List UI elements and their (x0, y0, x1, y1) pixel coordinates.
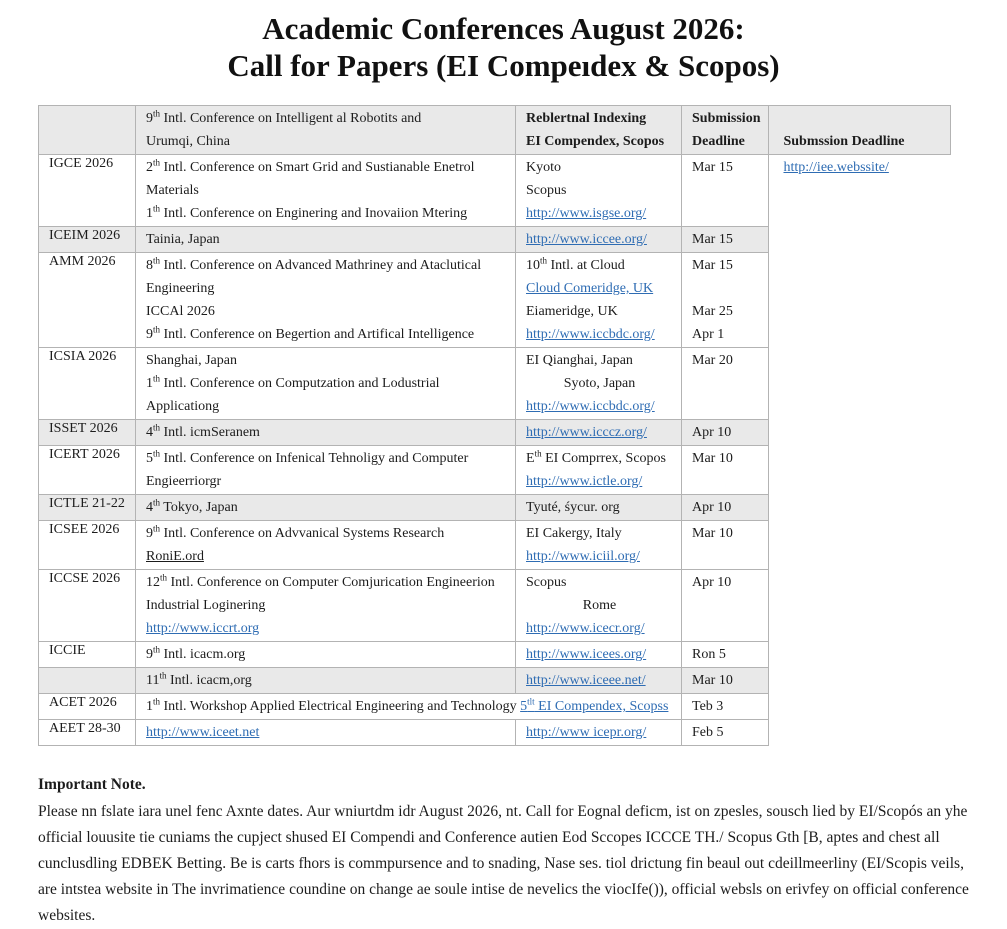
text: 8 (146, 258, 153, 273)
cell-conference-name (136, 420, 516, 446)
cell-line (526, 721, 673, 744)
cell-conference-id: AEET 28-30 (39, 720, 136, 746)
cell-conference-name (136, 348, 516, 420)
link[interactable]: http://www icepr.org/ (526, 725, 647, 740)
cell-line (526, 594, 673, 617)
cell-indexing (516, 495, 682, 521)
table-row (39, 642, 951, 668)
text: Materials (146, 183, 199, 198)
link[interactable]: Cloud Comeridge, UK (526, 281, 654, 296)
important-note-heading: Important Note. (38, 776, 146, 793)
cell-extra-deadline (769, 106, 951, 155)
text: Intl. Workshop Applied Electrical Engineering and Technology (160, 699, 521, 714)
text: Submssion Deadline (783, 134, 905, 149)
text: th (153, 448, 161, 459)
text: Scopus (526, 183, 567, 198)
text: ICCAl 2026 (146, 304, 215, 319)
cell-line (526, 643, 673, 666)
cell-line (692, 522, 760, 545)
cell-line (692, 643, 760, 666)
text: Mar 10 (692, 673, 733, 688)
cell-line (146, 421, 507, 444)
cell-line (146, 323, 507, 346)
cell-deadline (682, 570, 769, 642)
link[interactable]: http://www.iceet.net (146, 725, 260, 740)
link[interactable]: http://www.iccee.org/ (526, 232, 647, 247)
cell-line (692, 323, 760, 346)
table-row (39, 446, 951, 495)
text: th (153, 644, 161, 655)
cell-deadline (682, 720, 769, 746)
link[interactable]: http://www.iceee.net/ (526, 673, 646, 688)
text: Intl. Conference on Intelligent al Robotits and (160, 111, 422, 126)
cell-indexing (516, 348, 682, 420)
cell-line (146, 594, 507, 617)
cell-conference-name (136, 227, 516, 253)
cell-line (692, 228, 760, 251)
cell-line (526, 571, 673, 594)
cell-line (146, 372, 507, 395)
cell-conference-name (136, 253, 516, 348)
cell-line (526, 545, 673, 568)
text: Submission (692, 111, 761, 126)
text: Mar 10 (692, 526, 733, 541)
text: th (540, 255, 548, 266)
cell-deadline (682, 446, 769, 495)
cell-line (146, 522, 507, 545)
cell-conference-id: ICSEE 2026 (39, 521, 136, 570)
cell-conference-id: ICCSE 2026 (39, 570, 136, 642)
cell-line (526, 496, 673, 519)
cell-conference-id (39, 668, 136, 694)
text: Reblertnal Indexing (526, 111, 647, 126)
conference-table-wrap (38, 105, 1007, 746)
cell-line (146, 395, 507, 418)
important-note-body: Please nn fslate iara unel fenc Axnte dates. Aur wniurtdm idr August 2026, nt. Call for Eognal deficm, ist on zpesles, sousch lied by EI/Scopós an yhe official louusite tie cuniams the cupject shused EI Compendi and Conference autien Eod Sccopes ICCCE TH./ Scopus Gth [B, aptes and chest all cunclusdling EDBEK Betting. Be is carts fhors is commpursence and to snading, Nase ses. tiol drictung fin beaul out cdeillmeerliny (EI/Scopis veils, are intstea website in The invrimatience coundine on change ae soule intise de nevelics the viocIfe()), official websls on erivfey on official conference websites. (38, 803, 969, 924)
cell-line (526, 156, 673, 179)
cell-line (146, 447, 507, 470)
text: Rome (582, 598, 617, 613)
text: 9 (146, 327, 153, 342)
cell-extra-deadline (769, 720, 951, 746)
text: Mar 15 (692, 258, 733, 273)
text: Kyoto (526, 160, 561, 175)
cell-line (526, 349, 673, 372)
text: Intl. Conference on Computer Comjurication Engineerion (167, 575, 495, 590)
text: 4 (146, 425, 153, 440)
cell-line (526, 323, 673, 346)
table-row (39, 420, 951, 446)
cell-line (692, 277, 760, 300)
text: EI Qianghai, Japan (526, 353, 633, 368)
text: th (153, 373, 161, 384)
cell-conference-id: ICERT 2026 (39, 446, 136, 495)
cell-conference-id: IGCE 2026 (39, 155, 136, 227)
cell-line (526, 179, 673, 202)
text: Syoto, Japan (563, 376, 636, 391)
cell-line (146, 107, 507, 130)
cell-line (146, 545, 507, 568)
link[interactable]: 5 (520, 699, 528, 714)
cell-line (526, 617, 673, 640)
text: Mar 15 (692, 160, 733, 175)
cell-indexing (516, 642, 682, 668)
cell-conference-id: ICEIM 2026 (39, 227, 136, 253)
cell-line (146, 277, 507, 300)
cell-line (146, 349, 507, 372)
cell-conference-id: ISSET 2026 (39, 420, 136, 446)
cell-line (692, 695, 760, 718)
link[interactable]: EI Compendex, Scopss (534, 699, 669, 714)
text: 12 (146, 575, 160, 590)
cell-line (526, 107, 673, 130)
cell-line (526, 421, 673, 444)
cell-line (146, 156, 507, 179)
text: Ron 5 (692, 647, 726, 662)
cell-conference-name (136, 642, 516, 668)
table-row (39, 668, 951, 694)
cell-conference-name (136, 570, 516, 642)
text: 9 (146, 111, 153, 126)
link[interactable]: http://www.icees.org/ (526, 647, 647, 662)
text: Feb 5 (692, 725, 724, 740)
cell-extra-deadline (769, 521, 951, 570)
important-note (38, 772, 977, 929)
cell-indexing (516, 106, 682, 155)
text: Intl. Conference on Computzation and Lodustrial (160, 376, 440, 391)
cell-conference-name (136, 694, 682, 720)
conference-table (38, 105, 951, 746)
text: th (153, 108, 161, 119)
table-row (39, 694, 951, 720)
text: 1 (146, 699, 153, 714)
cell-conference-id (39, 106, 136, 155)
text: th (153, 255, 161, 266)
cell-indexing (516, 420, 682, 446)
cell-indexing (516, 227, 682, 253)
text: Intl. Conference on Begertion and Artifical Intelligence (160, 327, 475, 342)
text: Intl. icacm.org (160, 647, 246, 662)
text: th (153, 157, 161, 168)
cell-line (526, 228, 673, 251)
text: 9 (146, 647, 153, 662)
cell-line (526, 130, 673, 153)
cell-extra-deadline (769, 570, 951, 642)
text: Intl. Conference on Advvanical Systems Research (160, 526, 445, 541)
cell-line (146, 254, 507, 277)
cell-line (783, 130, 942, 153)
cell-indexing (516, 253, 682, 348)
text: Intl. Conference on Advanced Mathriney and Ataclutical (160, 258, 482, 273)
cell-line (146, 130, 507, 153)
cell-indexing (516, 155, 682, 227)
text: Industrial Loginering (146, 598, 266, 613)
cell-conference-id: ICCIE (39, 642, 136, 668)
cell-line (526, 254, 673, 277)
text: Tyuté, śycur. org (526, 500, 620, 515)
text: th (153, 422, 161, 433)
text: Apr 10 (692, 500, 732, 515)
cell-conference-name (136, 521, 516, 570)
text: Mar 20 (692, 353, 733, 368)
cell-extra-deadline (769, 668, 951, 694)
cell-deadline (682, 642, 769, 668)
cell-extra-deadline (769, 446, 951, 495)
text: 5 (146, 451, 153, 466)
text: Scopus (526, 575, 567, 590)
cell-line (783, 156, 943, 179)
text: Teb 3 (692, 699, 724, 714)
link[interactable]: http://www.icccz.org/ (526, 425, 647, 440)
table-row (39, 253, 951, 348)
link[interactable]: http://www.iccbdc.org/ (526, 327, 655, 342)
cell-line (692, 571, 760, 594)
page-title-line1: Academic Conferences August 2026: (262, 11, 745, 46)
cell-extra-deadline (769, 694, 951, 720)
link[interactable]: http://www.ictle.org/ (526, 474, 643, 489)
cell-conference-id: ACET 2026 (39, 694, 136, 720)
cell-extra-deadline (769, 253, 951, 348)
cell-line (146, 496, 507, 519)
cell-conference-id: ICSIA 2026 (39, 348, 136, 420)
table-row (39, 155, 951, 227)
text: th (153, 324, 161, 335)
text: Tokyo, Japan (160, 500, 238, 515)
cell-line (692, 300, 760, 323)
cell-extra-deadline (769, 642, 951, 668)
text: Tainia, Japan (146, 232, 220, 247)
cell-line (526, 395, 673, 418)
text: Engineering (146, 281, 215, 296)
cell-extra-deadline (769, 227, 951, 253)
text: EI Cakergy, Italy (526, 526, 622, 541)
text: 11 (146, 673, 160, 688)
text: th (153, 696, 161, 707)
cell-line (526, 470, 673, 493)
text: 1 (146, 376, 153, 391)
text: Applicationg (146, 399, 220, 414)
cell-deadline (682, 495, 769, 521)
link[interactable]: http://www.iccrt.org (146, 621, 260, 636)
cell-line (146, 300, 507, 323)
text: RoniE.ord (146, 549, 204, 564)
cell-line (146, 695, 673, 718)
cell-conference-name (136, 106, 516, 155)
text: EI Compendex, Scopos (526, 134, 665, 149)
text: EI Comprrex, Scopos (541, 451, 667, 466)
text: th (153, 497, 161, 508)
cell-extra-deadline (769, 495, 951, 521)
cell-indexing (516, 720, 682, 746)
text: Intl. icmSeranem (160, 425, 260, 440)
link[interactable]: http://iee.webssite/ (783, 160, 889, 175)
cell-line (146, 643, 507, 666)
cell-line (526, 669, 673, 692)
cell-deadline (682, 694, 769, 720)
cell-line (692, 447, 760, 470)
cell-line (526, 447, 673, 470)
cell-line (692, 349, 760, 372)
table-row (39, 348, 951, 420)
cell-conference-name (136, 720, 516, 746)
table-row (39, 521, 951, 570)
cell-conference-name (136, 446, 516, 495)
cell-deadline (682, 420, 769, 446)
cell-line (692, 254, 760, 277)
cell-line (526, 277, 673, 300)
cell-indexing (516, 668, 682, 694)
cell-line (692, 496, 760, 519)
link[interactable]: http://www.iccbdc.org/ (526, 399, 655, 414)
text: Eiameridge, UK (526, 304, 618, 319)
cell-line (146, 470, 507, 493)
cell-conference-id: ICTLE 21-22 (39, 495, 136, 521)
text: th (534, 448, 542, 459)
text: Deadline (692, 134, 745, 149)
table-row (39, 495, 951, 521)
cell-deadline (682, 521, 769, 570)
page-title-line2: Call for Papers (EI Compeıdex & Scopos) (227, 48, 780, 83)
text: th (160, 572, 168, 583)
cell-extra-deadline (769, 420, 951, 446)
cell-indexing (516, 570, 682, 642)
cell-extra-deadline (769, 348, 951, 420)
text: Intl. at Cloud (547, 258, 625, 273)
text: Mar 10 (692, 451, 733, 466)
text: Apr 10 (692, 425, 732, 440)
cell-line (146, 202, 507, 225)
text: Intl. Conference on Enginering and Inovaiion Mtering (160, 206, 468, 221)
cell-line (146, 721, 507, 744)
text: 4 (146, 500, 153, 515)
text: Intl. icacm,org (166, 673, 252, 688)
text: Engieerriorgr (146, 474, 222, 489)
table-row (39, 227, 951, 253)
table-row (39, 570, 951, 642)
cell-extra-deadline (769, 155, 951, 227)
text: th (159, 670, 167, 681)
cell-conference-id: AMM 2026 (39, 253, 136, 348)
table-header-row (39, 106, 951, 155)
cell-deadline (682, 106, 769, 155)
cell-line (526, 202, 673, 225)
cell-line (526, 522, 673, 545)
cell-line (692, 156, 760, 179)
link[interactable]: http://www.iciil.org/ (526, 549, 640, 564)
text: 10 (526, 258, 540, 273)
page-title (0, 10, 1007, 84)
cell-conference-name (136, 668, 516, 694)
cell-line (692, 107, 760, 130)
link[interactable]: http://www.icecr.org/ (526, 621, 645, 636)
cell-line (526, 372, 673, 395)
cell-deadline (682, 348, 769, 420)
table-row (39, 720, 951, 746)
cell-indexing (516, 446, 682, 495)
link[interactable]: tlt (527, 696, 535, 707)
cell-line (146, 571, 507, 594)
text: Urumqi, China (146, 134, 230, 149)
cell-deadline (682, 155, 769, 227)
text: th (153, 203, 161, 214)
text: 1 (146, 206, 153, 221)
cell-line (146, 669, 507, 692)
cell-line (146, 617, 507, 640)
cell-line (526, 300, 673, 323)
text: th (153, 523, 161, 534)
cell-deadline (682, 253, 769, 348)
text: Apr 1 (692, 327, 725, 342)
cell-line (692, 130, 760, 153)
text: 2 (146, 160, 153, 175)
cell-conference-name (136, 495, 516, 521)
cell-line (692, 721, 760, 744)
cell-deadline (682, 227, 769, 253)
text: Shanghai, Japan (146, 353, 237, 368)
text: E (526, 451, 535, 466)
text: Intl. Conference on Infenical Tehnoligy and Computer (160, 451, 469, 466)
cell-deadline (682, 668, 769, 694)
cell-conference-name (136, 155, 516, 227)
cell-indexing (516, 521, 682, 570)
text: Mar 15 (692, 232, 733, 247)
text: Intl. Conference on Smart Grid and Sustianable Enetrol (160, 160, 475, 175)
cell-line (146, 228, 507, 251)
text: Apr 10 (692, 575, 732, 590)
cell-line (146, 179, 507, 202)
link[interactable]: http://www.isgse.org/ (526, 206, 647, 221)
text: 9 (146, 526, 153, 541)
cell-line (692, 669, 760, 692)
cell-line (692, 421, 760, 444)
text: Mar 25 (692, 304, 733, 319)
